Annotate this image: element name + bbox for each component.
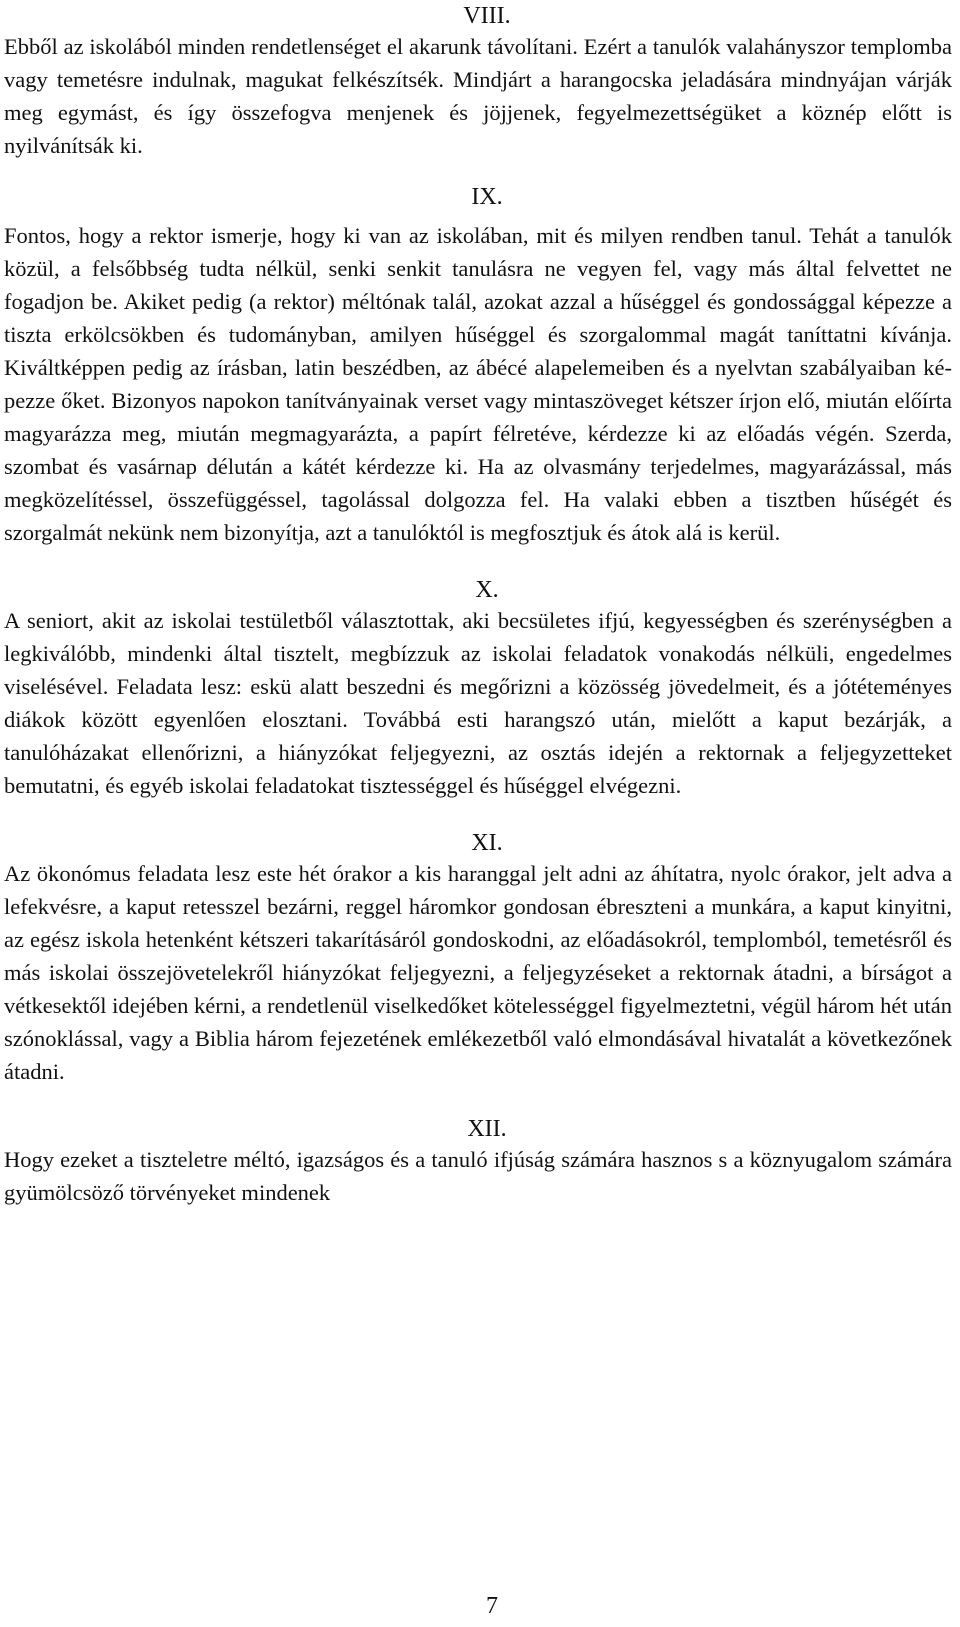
page-number: 7 — [486, 1593, 498, 1619]
section-heading-viii: VIII. — [463, 3, 511, 29]
section-heading-xi: XI. — [471, 830, 503, 856]
document-page — [4, 0, 952, 1209]
section-text-ix: Fontos, hogy a rektor ismerje, hogy ki van az iskolában, mit és milyen rendben tanul. Tehát a tanulók közül, a felsőbbség tudta nélkül, senki senkit tanulásra ne vegyen fel, vagy más által felvettet ne fogadjon be. Akiket pedig (a rektor) méltónak talál, azokat azzal a hűséggel és gondossággal képezze a tiszta erkölcsökben és tudományban, amilyen hűséggel és szorgalommal magát taníttatni kívánja. Kiváltképpen pedig az írásban, latin beszédben, az ábécé alapelemeiben és a nyelvtan szabályaiban képezze őket. Bizonyos napokon tanítványainak verset vagy mintaszöveget kétszer írjon elő, miután előírta magyarázza meg, miután megmagyarázta, a papírt félretéve, kérdezze ki az előadás végén. Szerda, szombat és vasárnap délután a kátét kérdezze ki. Ha az olvasmány terjedelmes, magyarázással, más megközelítéssel, összefüggéssel, tagolással dolgozza fel. Ha valaki ebben a tisztben hűségét és szorgalmát nekünk nem bizonyítja, azt a tanulóktól is megfosztjuk és átok alá is kerül. — [4, 223, 952, 545]
section-heading-ix: IX. — [471, 184, 503, 210]
section-text-xi: Az ökonómus feladata lesz este hét órakor a kis haranggal jelt adni az áhítatra, nyolc órakor, jelt adva a lefekvésre, a kaput retesszel bezárni, reggel háromkor gondosan ébreszteni a munkára, a kaput kinyitni, az egész iskola hetenként kétszeri takarításáról gondoskodni, az előadásokról, templomból, temetésről és más iskolai összejövetelekről hiányzókat feljegyezni, a feljegyzéseket a rektornak átadni, a bírságot a vétkesektől idejében kérni, a rendetlenül viselkedőket kötelességgel figyelmeztetni, végül három hét után szónoklással, vagy a Biblia három fejezetének emlékezetből való elmondásával hivatalát a következőnek átadni. — [4, 861, 952, 1084]
section-heading-xii: XII. — [467, 1116, 507, 1142]
section-text-xii: Hogy ezeket a tiszteletre méltó, igazságos és a tanuló ifjúság számára hasznos s a köznyugalom számára gyümölcsöző törvényeket mindenek — [4, 1147, 952, 1205]
section-text-viii: Ebből az iskolából minden rendetlenséget el akarunk távolítani. Ezért a tanulók valahányszor templomba vagy temetésre indulnak, magukat felkészítsék. Mindjárt a harangocska jeladására mindnyájan várják meg egymást, és így összefogva menjenek és jöjjenek, fegyelmezettségüket a köznép előtt is nyilvánítsák ki. — [4, 34, 952, 158]
section-heading-x: X. — [475, 577, 499, 603]
section-text-x: A seniort, akit az iskolai testületből választottak, aki becsületes ifjú, kegyességben és szerénységben a legkiválóbb, mindenki által tisztelt, megbízzuk az iskolai feladatok vonakodás nélküli, engedelmes viselésével. Feladata lesz: eskü alatt beszedni és megőrizni a közösség jövedelmeit, és a jótéteményes diákok között egyenlően elosztani. Továbbá esti harangszó után, mielőtt a kaput bezárják, a tanulóházakat ellenőrizni, a hiányzókat feljegyezni, az osztás idején a rektornak a feljegyzetteket bemutatni, és egyéb iskolai feladatokat tisztességgel és hűséggel elvégezni. — [4, 608, 952, 798]
